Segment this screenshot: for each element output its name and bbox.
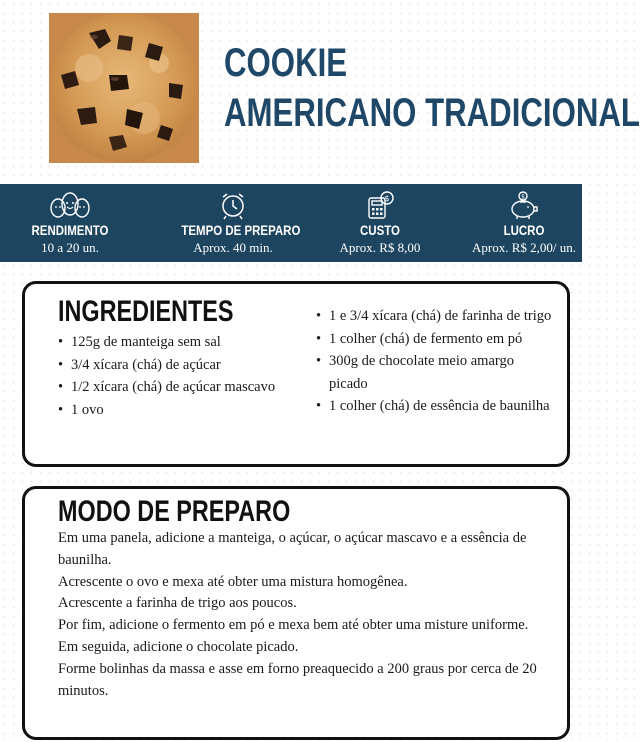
ingredient-item: • 1 colher (chá) de essência de baunilha [316,395,556,418]
preparation-card [22,486,570,740]
page-title [224,38,640,138]
preparation-step: Em seguida, adicione o chocolate picado. [58,638,299,655]
preparation-title: MODO DE PREPARO [58,495,291,528]
info-label-tempo: TEMPO DE PREPARO [181,222,301,238]
ingredient-item: • 3/4 xícara (chá) de açúcar [58,354,320,377]
alarm-clock-icon [218,190,248,225]
ingredients-card [22,281,570,467]
piggy-bank-icon [508,190,540,225]
info-tempo [170,184,301,262]
info-custo [328,184,432,262]
title-line-1: COOKIE [224,41,348,85]
preparation-step: Acrescente a farinha de trigo aos poucos. [58,595,297,612]
preparation-step: Por fim, adicione o fermento em pó e mexa bem até obter uma misture uniforme. [58,617,529,634]
ingredient-item: • 300g de chocolate meio amargo picado [316,350,556,395]
cookie-illustration [49,13,199,163]
ingredients-list-left [58,331,320,421]
svg-text:$: $ [521,193,525,201]
calculator-money-icon [365,190,395,225]
cookie-photo [49,13,199,163]
ingredients-title: INGREDIENTES [58,295,234,328]
info-label-custo: CUSTO [360,222,400,238]
ingredient-item: • 1 colher (chá) de fermento em pó [316,328,556,351]
info-value-lucro: Aprox. R$ 2,00/ un. [472,240,576,255]
preparation-step: Forme bolinhas da massa e asse em forno preaquecido a 200 graus por cerca de 20 minutos. [58,660,537,699]
info-value-custo: Aprox. R$ 8,00 [339,240,421,255]
info-label-lucro: LUCRO [503,222,545,238]
info-lucro [466,184,582,262]
preparation-steps [58,528,570,702]
ingredient-item: • 1 ovo [58,399,320,422]
info-value-tempo: Aprox. 40 min. [193,240,273,255]
preparation-step: Acrescente o ovo e mexa até obter uma mistura homogênea. [58,573,408,590]
info-bar [0,184,582,262]
ingredient-item: • 1 e 3/4 xícara (chá) de farinha de trigo [316,305,556,328]
ingredient-item: • 1/2 xícara (chá) de açúcar mascavo [58,376,320,399]
preparation-step: Em uma panela, adicione a manteiga, o açúcar, o açúcar mascavo e a essência de baunilha. [58,530,527,568]
eggs-icon [47,190,93,225]
info-label-rendimento: RENDIMENTO [31,222,109,238]
svg-text:$: $ [384,194,390,203]
info-rendimento [18,184,122,262]
ingredients-list-right [316,305,556,418]
info-value-rendimento: 10 a 20 un. [41,240,99,255]
title-line-2: AMERICANO TRADICIONAL [224,91,640,135]
ingredient-item: • 125g de manteiga sem sal [58,331,320,354]
